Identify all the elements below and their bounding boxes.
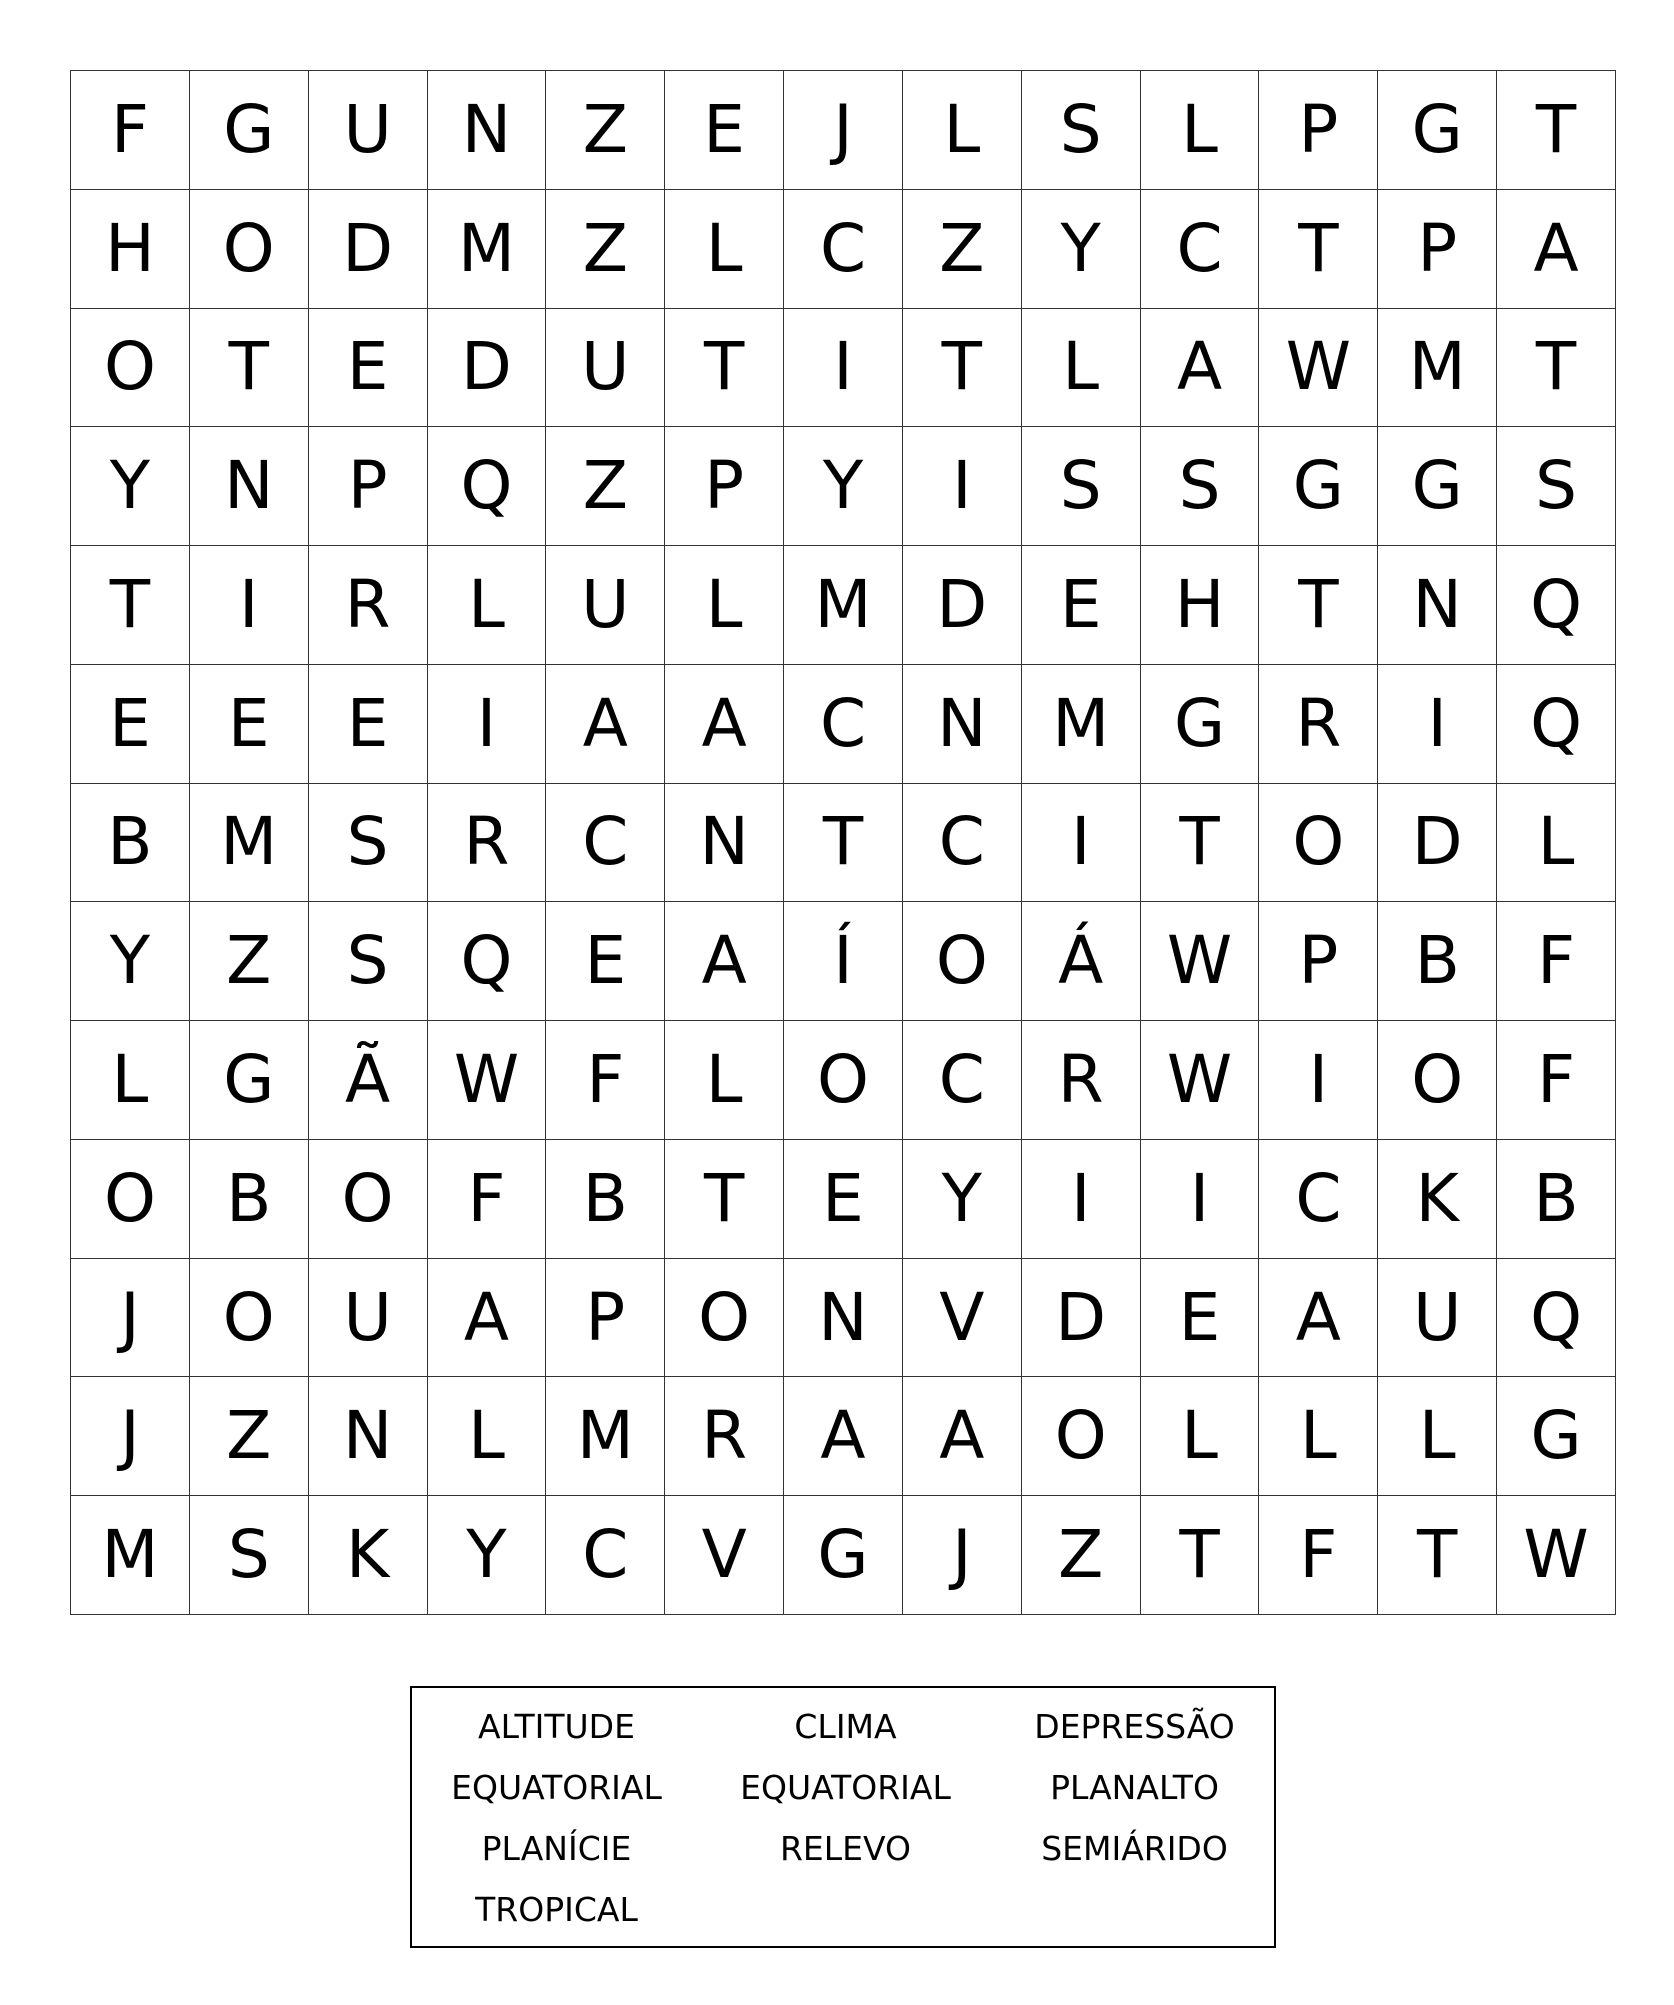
grid-cell: K: [1378, 1140, 1497, 1259]
word-bank-item: TROPICAL: [475, 1890, 638, 1929]
grid-cell: L: [1378, 1377, 1497, 1496]
grid-cell: L: [1141, 71, 1260, 190]
grid-cell: J: [784, 71, 903, 190]
grid-cell: H: [71, 190, 190, 309]
grid-cell: Z: [903, 190, 1022, 309]
grid-cell: A: [1259, 1259, 1378, 1378]
grid-cell: E: [309, 309, 428, 428]
grid-cell: C: [546, 784, 665, 903]
word-bank-item: PLANÍCIE: [481, 1829, 632, 1868]
grid-cell: Y: [1022, 190, 1141, 309]
grid-cell: W: [1259, 309, 1378, 428]
grid-cell: G: [190, 1021, 309, 1140]
grid-cell: A: [546, 665, 665, 784]
grid-cell: I: [428, 665, 547, 784]
grid-cell: P: [1259, 902, 1378, 1021]
grid-cell: P: [665, 427, 784, 546]
grid-cell: T: [784, 784, 903, 903]
grid-cell: Í: [784, 902, 903, 1021]
grid-cell: J: [903, 1496, 1022, 1615]
grid-cell: C: [784, 665, 903, 784]
grid-cell: T: [665, 309, 784, 428]
grid-cell: P: [546, 1259, 665, 1378]
grid-cell: T: [903, 309, 1022, 428]
grid-cell: Z: [546, 71, 665, 190]
grid-cell: O: [1259, 784, 1378, 903]
grid-cell: C: [546, 1496, 665, 1615]
grid-cell: G: [1259, 427, 1378, 546]
grid-cell: L: [1141, 1377, 1260, 1496]
grid-cell: R: [1022, 1021, 1141, 1140]
grid-cell: Q: [428, 427, 547, 546]
grid-cell: O: [309, 1140, 428, 1259]
grid-cell: D: [309, 190, 428, 309]
grid-cell: Y: [71, 902, 190, 1021]
grid-cell: D: [1378, 784, 1497, 903]
grid-cell: H: [1141, 546, 1260, 665]
grid-cell: J: [71, 1377, 190, 1496]
grid-cell: L: [665, 190, 784, 309]
grid-cell: I: [784, 309, 903, 428]
grid-cell: A: [1141, 309, 1260, 428]
grid-cell: N: [428, 71, 547, 190]
grid-cell: B: [71, 784, 190, 903]
grid-cell: N: [665, 784, 784, 903]
grid-cell: Z: [190, 902, 309, 1021]
grid-cell: M: [428, 190, 547, 309]
grid-cell: A: [1497, 190, 1616, 309]
grid-cell: L: [665, 1021, 784, 1140]
grid-cell: L: [1497, 784, 1616, 903]
grid-cell: G: [1378, 71, 1497, 190]
grid-cell: Z: [546, 190, 665, 309]
grid-cell: Y: [428, 1496, 547, 1615]
grid-cell: C: [903, 784, 1022, 903]
grid-cell: M: [546, 1377, 665, 1496]
grid-cell: O: [1022, 1377, 1141, 1496]
grid-cell: C: [1141, 190, 1260, 309]
grid-cell: T: [1141, 784, 1260, 903]
grid-cell: N: [1378, 546, 1497, 665]
grid-cell: Q: [1497, 546, 1616, 665]
grid-cell: R: [309, 546, 428, 665]
grid-cell: M: [1378, 309, 1497, 428]
grid-cell: W: [428, 1021, 547, 1140]
grid-cell: A: [784, 1377, 903, 1496]
grid-cell: M: [784, 546, 903, 665]
grid-cell: Y: [784, 427, 903, 546]
grid-cell: F: [71, 71, 190, 190]
grid-cell: E: [546, 902, 665, 1021]
grid-cell: C: [784, 190, 903, 309]
grid-cell: R: [1259, 665, 1378, 784]
word-bank-item: SEMIÁRIDO: [1041, 1829, 1228, 1868]
word-bank-item: PLANALTO: [1050, 1768, 1219, 1807]
grid-cell: M: [71, 1496, 190, 1615]
grid-cell: M: [1022, 665, 1141, 784]
grid-cell: O: [903, 902, 1022, 1021]
grid-cell: U: [546, 546, 665, 665]
grid-cell: L: [903, 71, 1022, 190]
grid-cell: S: [1022, 427, 1141, 546]
grid-cell: F: [1497, 1021, 1616, 1140]
grid-cell: Y: [903, 1140, 1022, 1259]
grid-cell: P: [309, 427, 428, 546]
grid-cell: O: [71, 309, 190, 428]
grid-cell: Z: [190, 1377, 309, 1496]
grid-cell: F: [1497, 902, 1616, 1021]
grid-cell: N: [190, 427, 309, 546]
grid-cell: O: [71, 1140, 190, 1259]
grid-cell: G: [784, 1496, 903, 1615]
grid-cell: I: [190, 546, 309, 665]
grid-cell: A: [665, 902, 784, 1021]
grid-cell: V: [903, 1259, 1022, 1378]
grid-cell: O: [784, 1021, 903, 1140]
grid-cell: U: [309, 71, 428, 190]
grid-cell: F: [1259, 1496, 1378, 1615]
grid-cell: C: [1259, 1140, 1378, 1259]
grid-cell: O: [1378, 1021, 1497, 1140]
grid-cell: T: [665, 1140, 784, 1259]
grid-cell: U: [546, 309, 665, 428]
grid-cell: I: [1259, 1021, 1378, 1140]
grid-cell: Ã: [309, 1021, 428, 1140]
grid-cell: T: [1259, 546, 1378, 665]
grid-cell: A: [428, 1259, 547, 1378]
grid-cell: J: [71, 1259, 190, 1378]
grid-cell: G: [1141, 665, 1260, 784]
grid-cell: Á: [1022, 902, 1141, 1021]
grid-cell: T: [71, 546, 190, 665]
grid-cell: K: [309, 1496, 428, 1615]
grid-cell: O: [665, 1259, 784, 1378]
grid-cell: F: [546, 1021, 665, 1140]
word-bank-item: EQUATORIAL: [451, 1768, 662, 1807]
grid-cell: T: [1497, 71, 1616, 190]
grid-cell: O: [190, 1259, 309, 1378]
grid-cell: I: [1141, 1140, 1260, 1259]
grid-cell: M: [190, 784, 309, 903]
grid-cell: B: [1497, 1140, 1616, 1259]
grid-cell: T: [1497, 309, 1616, 428]
grid-cell: D: [428, 309, 547, 428]
grid-cell: B: [546, 1140, 665, 1259]
grid-cell: S: [1141, 427, 1260, 546]
grid-cell: T: [1141, 1496, 1260, 1615]
grid-cell: Q: [1497, 665, 1616, 784]
grid-cell: W: [1141, 902, 1260, 1021]
grid-cell: O: [190, 190, 309, 309]
grid-cell: D: [1022, 1259, 1141, 1378]
grid-cell: A: [903, 1377, 1022, 1496]
grid-cell: L: [665, 546, 784, 665]
grid-cell: S: [309, 902, 428, 1021]
grid-cell: E: [1141, 1259, 1260, 1378]
word-search-grid: [70, 70, 1616, 1615]
grid-cell: L: [428, 1377, 547, 1496]
grid-cell: W: [1141, 1021, 1260, 1140]
word-bank: [410, 1686, 1276, 1948]
grid-cell: S: [1497, 427, 1616, 546]
grid-cell: E: [190, 665, 309, 784]
word-bank-item: CLIMA: [794, 1707, 897, 1746]
grid-cell: L: [1022, 309, 1141, 428]
grid-cell: S: [309, 784, 428, 903]
grid-cell: I: [1022, 784, 1141, 903]
grid-cell: L: [428, 546, 547, 665]
grid-cell: Y: [71, 427, 190, 546]
grid-cell: A: [665, 665, 784, 784]
grid-cell: Z: [546, 427, 665, 546]
word-bank-item: EQUATORIAL: [740, 1768, 951, 1807]
grid-cell: G: [1497, 1377, 1616, 1496]
grid-cell: S: [190, 1496, 309, 1615]
grid-cell: S: [1022, 71, 1141, 190]
grid-cell: B: [1378, 902, 1497, 1021]
grid-cell: I: [903, 427, 1022, 546]
grid-cell: E: [784, 1140, 903, 1259]
grid-cell: R: [428, 784, 547, 903]
grid-cell: Z: [1022, 1496, 1141, 1615]
grid-cell: R: [665, 1377, 784, 1496]
grid-cell: U: [1378, 1259, 1497, 1378]
grid-cell: P: [1378, 190, 1497, 309]
grid-cell: D: [903, 546, 1022, 665]
grid-cell: N: [903, 665, 1022, 784]
grid-cell: Q: [1497, 1259, 1616, 1378]
grid-cell: G: [190, 71, 309, 190]
grid-cell: G: [1378, 427, 1497, 546]
grid-cell: E: [665, 71, 784, 190]
grid-cell: U: [309, 1259, 428, 1378]
grid-cell: L: [1259, 1377, 1378, 1496]
grid-cell: B: [190, 1140, 309, 1259]
grid-cell: N: [309, 1377, 428, 1496]
grid-cell: T: [1378, 1496, 1497, 1615]
grid-cell: N: [784, 1259, 903, 1378]
grid-cell: I: [1022, 1140, 1141, 1259]
word-bank-item: DEPRESSÃO: [1034, 1707, 1235, 1746]
grid-cell: E: [309, 665, 428, 784]
grid-cell: E: [71, 665, 190, 784]
grid-cell: C: [903, 1021, 1022, 1140]
grid-cell: E: [1022, 546, 1141, 665]
grid-cell: T: [190, 309, 309, 428]
word-bank-item: ALTITUDE: [478, 1707, 635, 1746]
grid-cell: T: [1259, 190, 1378, 309]
grid-cell: L: [71, 1021, 190, 1140]
grid-cell: P: [1259, 71, 1378, 190]
word-bank-item: RELEVO: [780, 1829, 911, 1868]
grid-cell: Q: [428, 902, 547, 1021]
grid-cell: F: [428, 1140, 547, 1259]
grid-cell: V: [665, 1496, 784, 1615]
grid-cell: W: [1497, 1496, 1616, 1615]
grid-cell: I: [1378, 665, 1497, 784]
